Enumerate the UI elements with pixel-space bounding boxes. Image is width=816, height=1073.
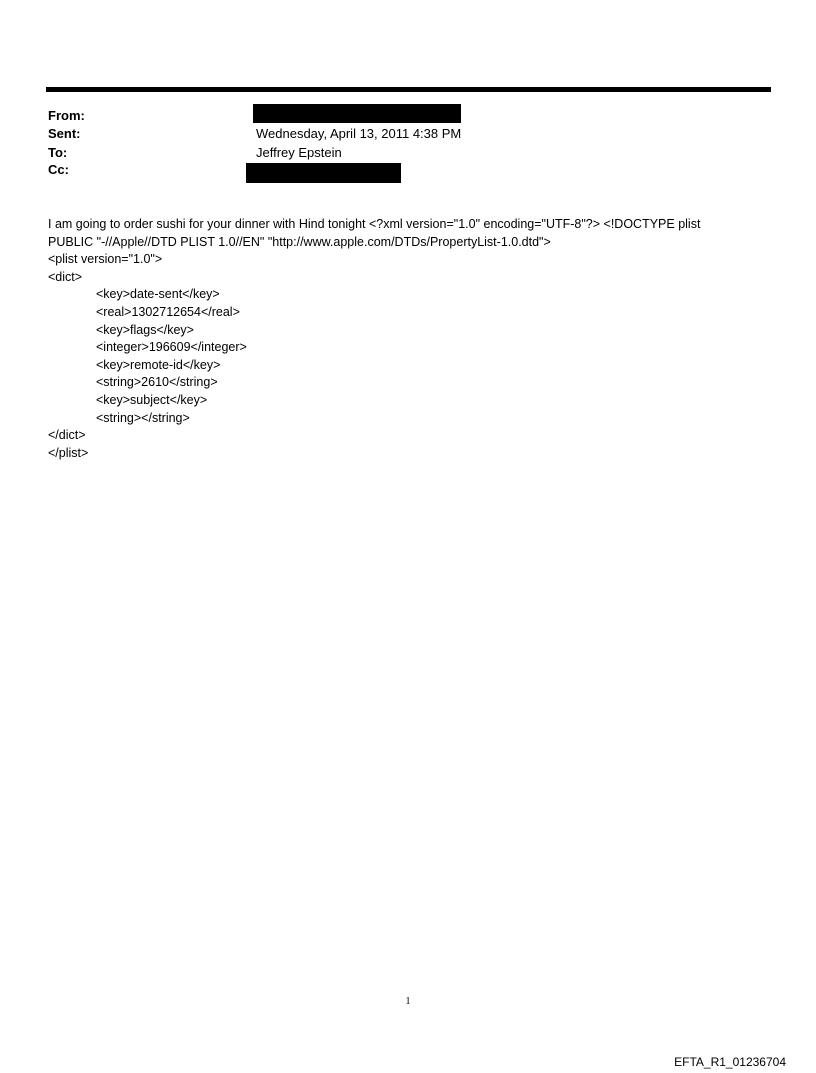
body-line: <string></string> (96, 410, 190, 425)
to-value: Jeffrey Epstein (256, 145, 342, 160)
from-label: From: (48, 108, 85, 123)
page-number: 1 (405, 996, 411, 1007)
body-line: PUBLIC "-//Apple//DTD PLIST 1.0//EN" "http://www.apple.com/DTDs/PropertyList-1.0.dtd"> (48, 234, 551, 249)
sent-label: Sent: (48, 126, 81, 141)
body-line: </plist> (48, 445, 89, 460)
cc-redaction (246, 163, 401, 183)
to-row (48, 144, 768, 161)
body-line: <key>flags</key> (96, 322, 194, 337)
sent-row (48, 125, 768, 142)
body-line: <integer>196609</integer> (96, 340, 247, 355)
from-redaction (253, 104, 461, 123)
body-line: <key>subject</key> (96, 392, 208, 407)
body-line: <key>remote-id</key> (96, 357, 221, 372)
body-line: </dict> (48, 428, 86, 443)
to-label: To: (48, 145, 68, 160)
body-line: I am going to order sushi for your dinner with Hind tonight <?xml version="1.0" encoding="UTF-8"?> <!DOCTYPE plist (48, 217, 701, 231)
email-body (48, 216, 778, 462)
body-line: <key>date-sent</key> (96, 287, 220, 302)
top-rule (46, 87, 771, 92)
cc-label: Cc: (48, 162, 69, 177)
body-line: <string>2610</string> (96, 375, 218, 390)
body-line: <plist version="1.0"> (48, 252, 163, 267)
body-line: <real>1302712654</real> (96, 304, 240, 319)
cc-row (48, 161, 768, 178)
body-line: <dict> (48, 269, 83, 284)
document-id: EFTA_R1_01236704 (674, 1055, 786, 1069)
sent-value: Wednesday, April 13, 2011 4:38 PM (256, 126, 462, 141)
